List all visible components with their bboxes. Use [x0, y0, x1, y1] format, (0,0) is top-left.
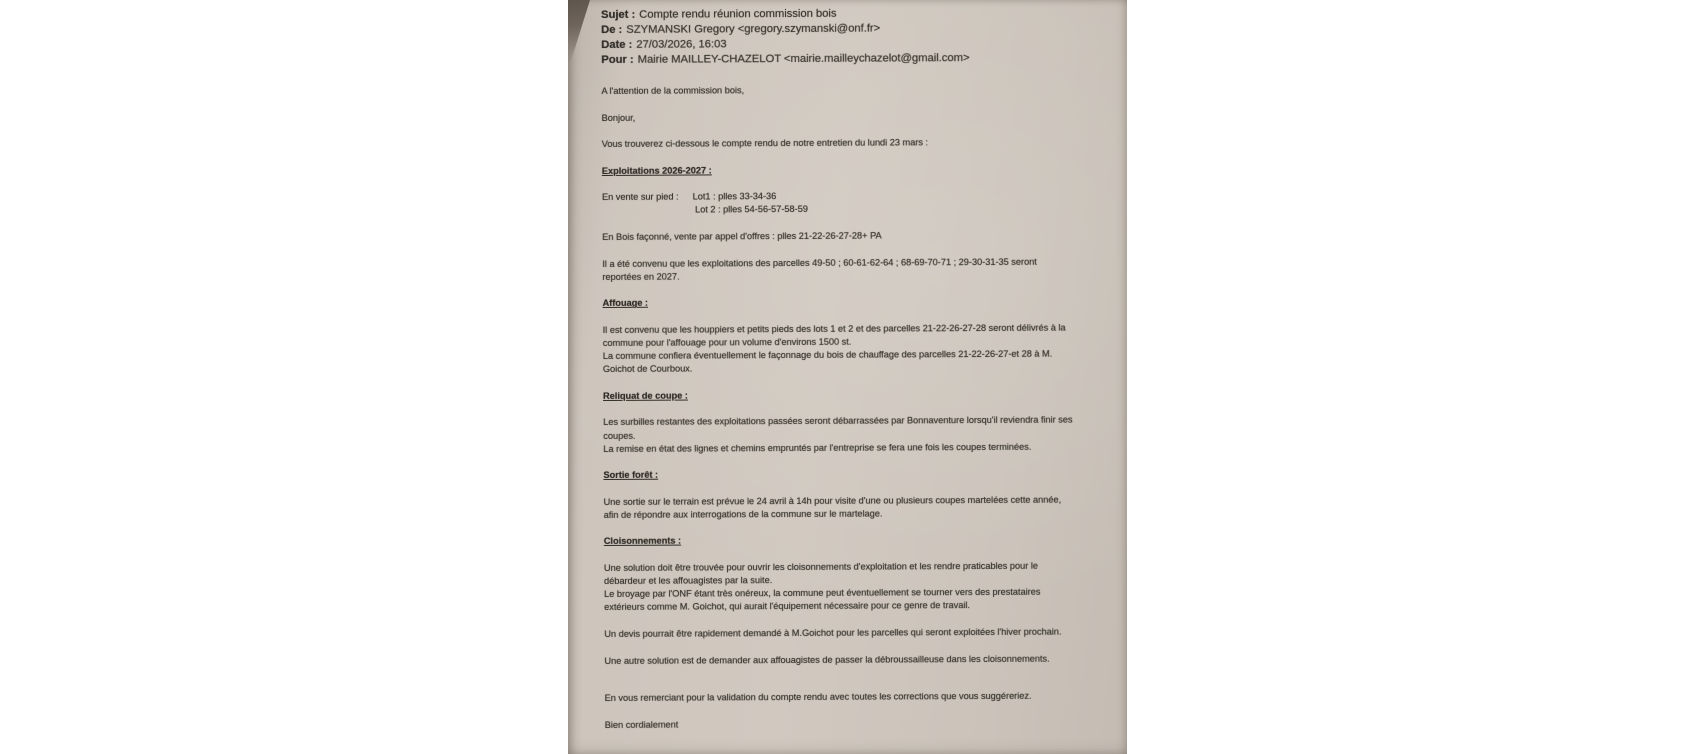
text-line: Le broyage par l'ONF étant très onéreux, la commune peut éventuellement se tourner vers des prestataires — [604, 586, 1041, 600]
email-date-value: 27/03/2026, 16:03 — [636, 38, 727, 51]
text-line: Une solution doit être trouvée pour ouvrir les cloisonnements d'exploitation et les rendre praticables pour le — [603, 560, 1038, 574]
section-title-exploitations: Exploitations 2026-2027 : — [601, 165, 712, 176]
email-from-value: SZYMANSKI Gregory <gregory.szymanski@onf.fr> — [626, 22, 881, 36]
paragraph-cloisonnements — [604, 560, 1076, 615]
intro-line: Vous trouverez ci-dessous le compte rendu de notre entretien du lundi 23 mars : — [601, 137, 929, 150]
email-header-field-to — [601, 51, 1073, 68]
email-from-label: De : — [601, 23, 623, 36]
document-photo — [568, 0, 1127, 754]
paragraph-sortie-foret — [604, 493, 1076, 522]
text-line: extérieurs comme M. Goichot, qui aurait l'équipement nécessaire pour ce genre de travail. — [604, 600, 970, 613]
vente-label: En vente sur pied : — [601, 191, 679, 203]
attention-line: A l'attention de la commission bois, — [601, 85, 745, 96]
text-line: Il a été convenu que les exploitations des parcelles 49-50 ; 60-61-62-64 ; 68-69-70-71 ; 29-30-31-35 seront — [602, 256, 1037, 269]
text-line: reportées en 2027. — [602, 271, 680, 282]
email-subject-label: Sujet : — [601, 8, 636, 21]
paragraph-autre-solution: Une autre solution est de demander aux affouagistes de passer la débroussailleuse dans les cloisonnements. — [604, 653, 1050, 666]
text-line: La commune confiera éventuellement le façonnage du bois de chauffage des parcelles 21-22-26-27-et 28 à M. — [602, 348, 1053, 362]
email-printout — [601, 6, 1077, 732]
paragraph-report — [602, 255, 1074, 284]
text-line: Une sortie sur le terrain est prévue le 24 avril à 14h pour visite d'une ou plusieurs coupes martelées cette année, — [603, 494, 1062, 507]
section-title-sortie-foret: Sortie forêt : — [603, 469, 659, 481]
vente-sur-pied-block — [602, 189, 1074, 218]
section-title-affouage: Affouage : — [602, 298, 649, 309]
email-to-value: Mairie MAILLEY-CHAZELOT <mairie.mailleychazelot@gmail.com> — [637, 52, 970, 66]
signoff-line: Bien cordialement — [604, 719, 679, 730]
closing-line: En vous remerciant pour la validation du compte rendu avec toutes les corrections que vous suggéreriez. — [604, 690, 1032, 704]
text-line: commune pour l'affouage pour un volume d'environs 1500 st. — [602, 336, 852, 349]
paragraph-reliquat — [603, 414, 1075, 456]
text-line: coupes. — [603, 430, 636, 441]
text-line: La remise en état des lignes et chemins empruntés par l'entreprise se fera une fois les coupes terminées. — [603, 441, 1032, 454]
paragraph-devis: Un devis pourrait être rapidement demandé à M.Goichot pour les parcelles qui seront exploitées l'hiver prochain. — [604, 626, 1062, 639]
email-header — [601, 6, 1073, 68]
section-title-reliquat: Reliquat de coupe : — [603, 390, 688, 401]
text-line: Les surbilles restantes des exploitations passées seront débarrassées par Bonnaventure lorsqu'il reviendra finir ses — [603, 414, 1073, 428]
paragraph-affouage — [603, 321, 1075, 376]
lot2-line: Lot 2 : plles 54-56-57-58-59 — [695, 204, 808, 215]
text-line: Il est convenu que les houppiers et petits pieds des lots 1 et 2 et des parcelles 21-22-26-27-28 seront délivrés à la — [602, 322, 1066, 335]
greeting-line: Bonjour, — [601, 112, 636, 123]
paragraph-bois-faconne: En Bois façonné, vente par appel d'offres : plles 21-22-26-27-28+ PA — [602, 230, 882, 243]
photo-corner-shadow — [568, 0, 590, 62]
section-title-cloisonnements: Cloisonnements : — [603, 536, 682, 547]
text-line: afin de répondre aux interrogations de la commune sur le martelage. — [603, 508, 883, 520]
text-line: Goichot de Courboux. — [602, 363, 693, 375]
text-line: débardeur et les affouagistes par la suite. — [603, 575, 773, 587]
email-to-label: Pour : — [601, 53, 634, 66]
email-subject-value: Compte rendu réunion commission bois — [639, 7, 837, 21]
email-date-label: Date : — [601, 38, 633, 51]
lot1-value: Lot1 : plles 33-34-36 — [692, 191, 777, 202]
